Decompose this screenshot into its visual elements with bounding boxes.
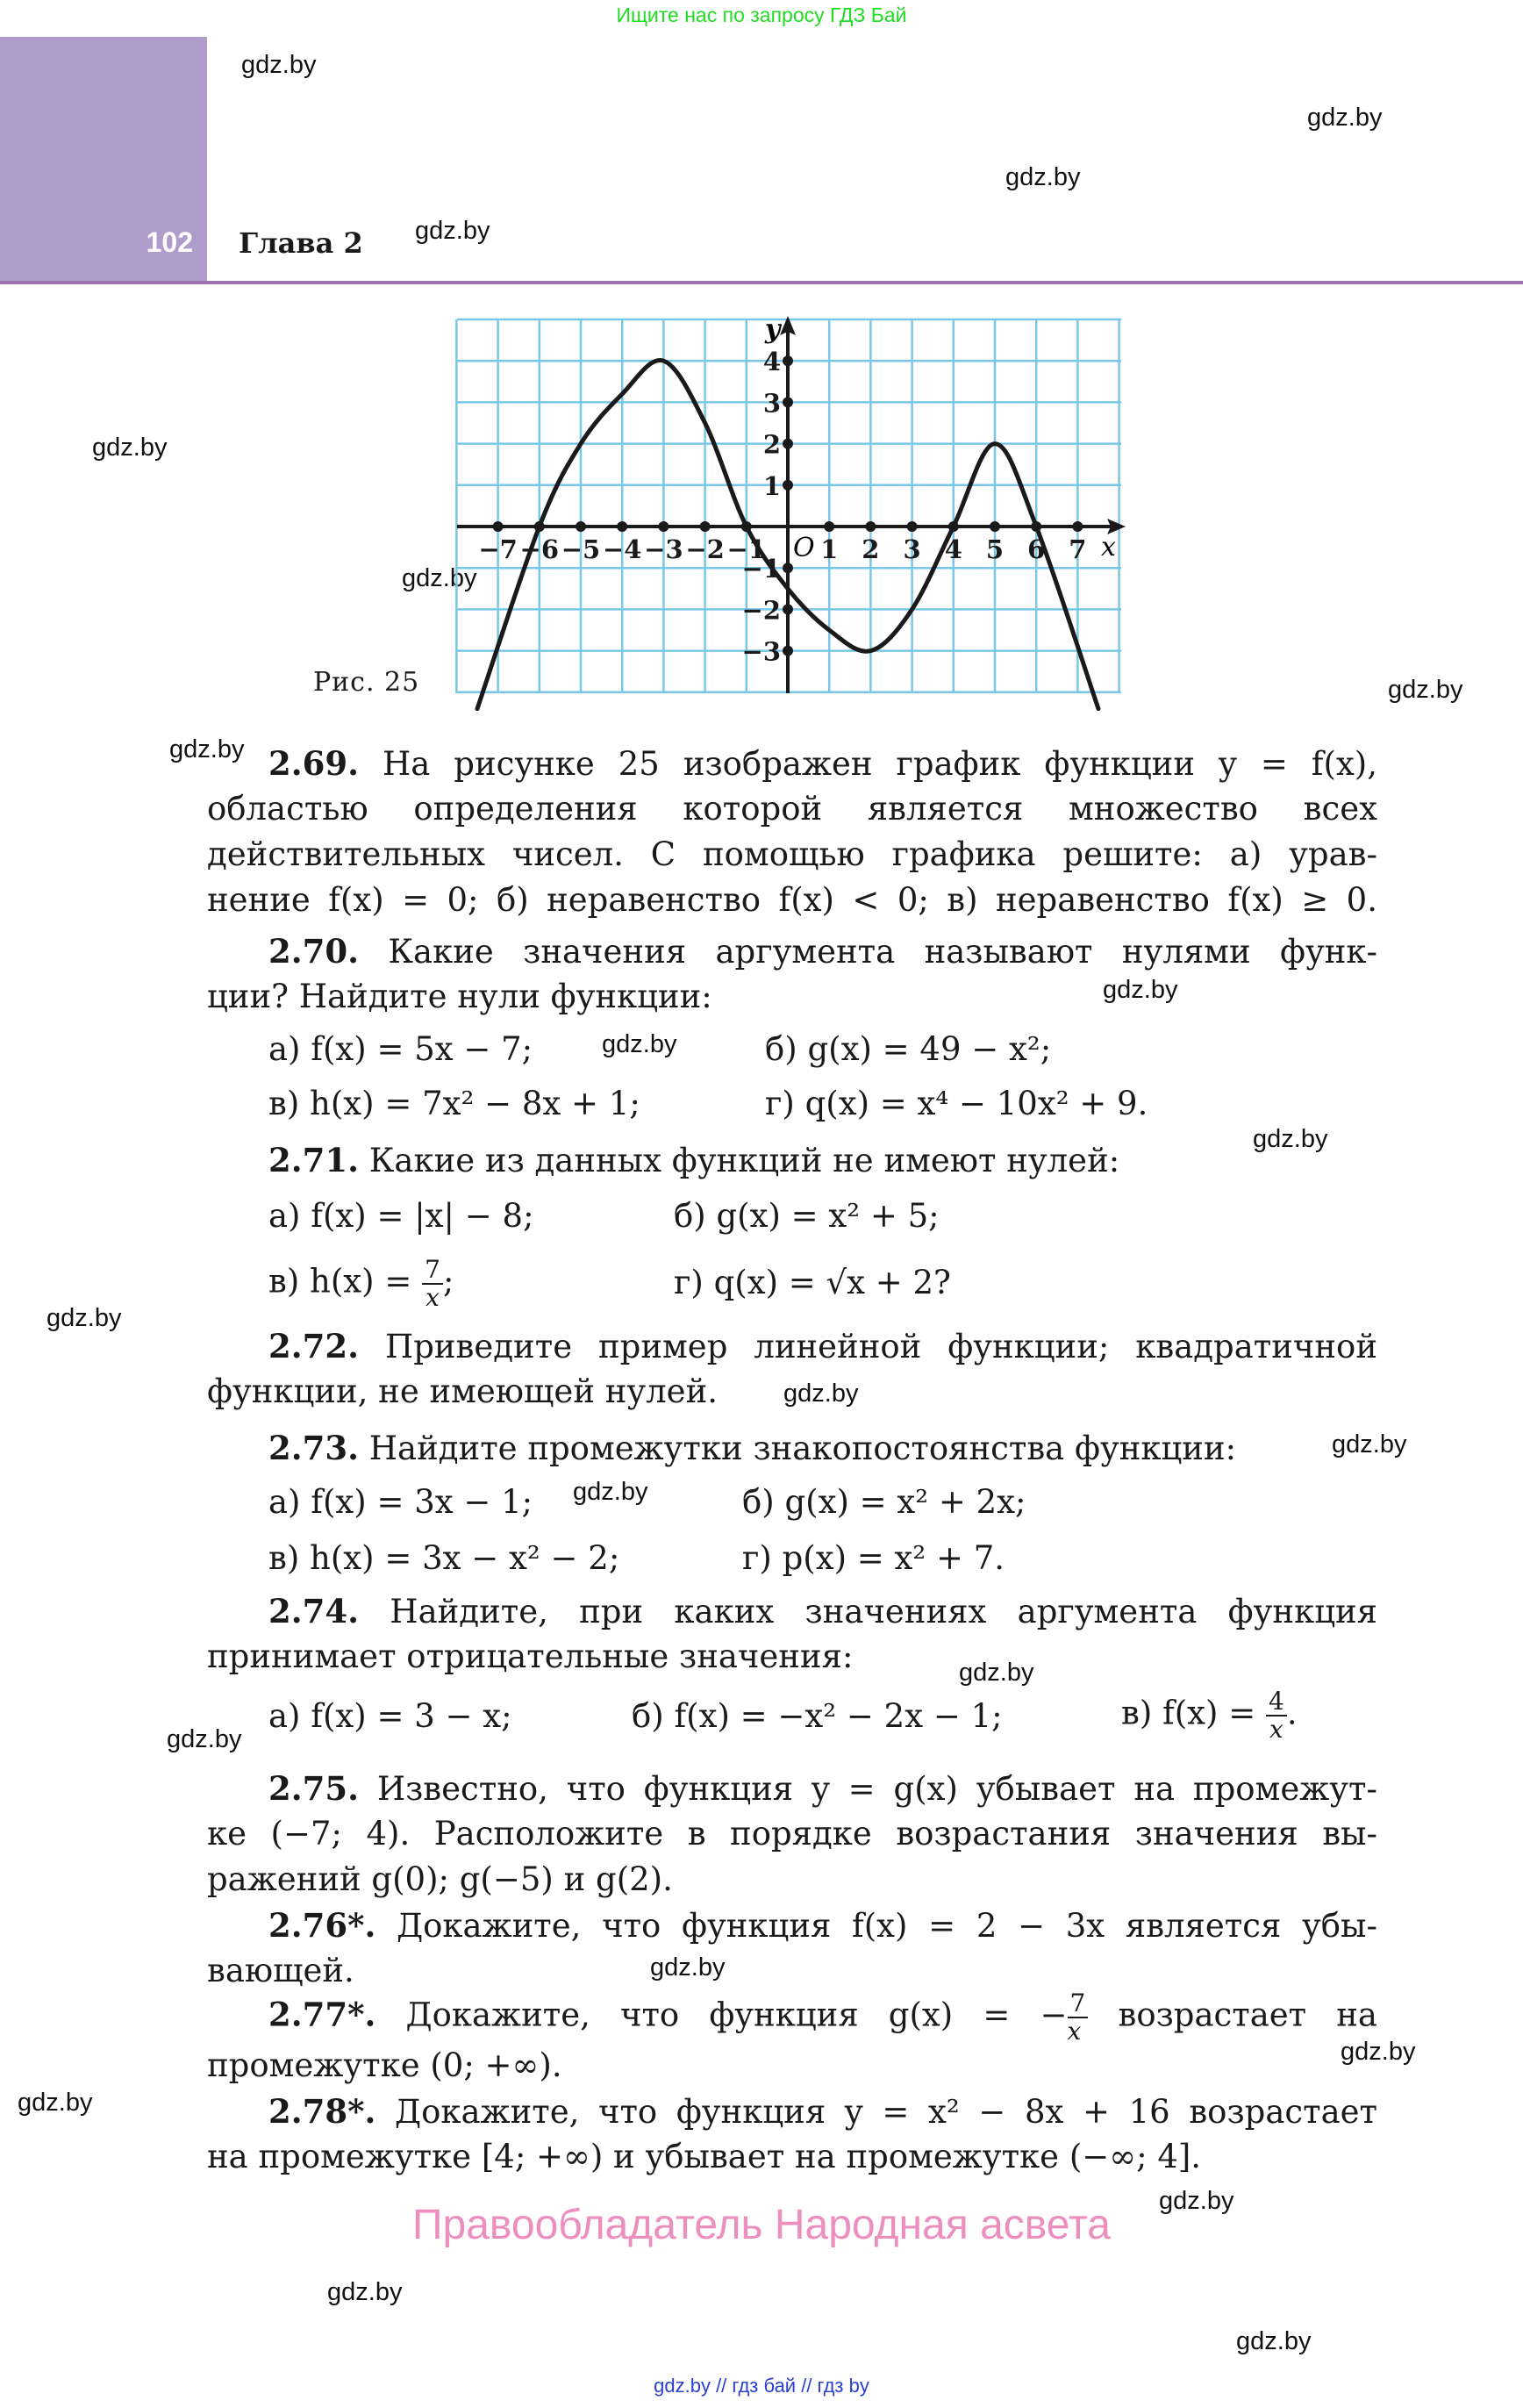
exercise-2-69: 2.69. На рисунке 25 изображен график функции y = f(x), <box>268 744 1378 783</box>
chapter-title: Глава 2 <box>239 226 363 260</box>
exercise-2-76: 2.76*. Докажите, что функция f(x) = 2 − 3x является убы- <box>268 1906 1378 1945</box>
watermark: gdz.by <box>1307 104 1383 132</box>
exercise-2-75: 2.75. Известно, что функция y = g(x) убывает на промежут- <box>268 1769 1377 1808</box>
svg-text:−2: −2 <box>685 534 725 564</box>
exercise-list: 2.69. На рисунке 25 изображен график функции y = f(x), областью определения которой является множество всех действительных чисел. С помощью графика решите: а) урав- нение f(x) = 0; б) неравенство f(x) < 0; в) неравенство f(x) ≥ 0. 2.70. Какие значения аргумента называют нулями функ- ции? Найдите нули функции: а) f(x) = 5x − 7; б) g(x) = 49 − x²; в) h(x) = 7x² − 8x + 1; г) q(x) = x⁴ − 10x² + 9. 2.71. Какие из данных функций не имеют нулей: а) f(x) = |x| − 8; б) g(x) = x² + 5; в) h(x) = $\frac{7}{x}$ ; г) q(x) = √x + 2? 2.72. Приведите пример линейной функции; квадратичной функции, не имеющей нулей. 2.73. Найдите промежутки знакопостоянства функции: а) f(x) = 3x − 1; б) g(x) = x² + 2x; в) h(x) = 3x − x² − 2; г) p(x) = x² + 7. 2.74. Найдите, при каких значениях аргумента функция принимает отрицательные значения: а) f(x) = 3 − x; б) f(x) = −x² − 2x − 1; в) f(x) = $\frac{4}{x}$ . 2.75. Известно, что функция y = g(x) убывает на промежут- ке (−7; 4). Расположите в порядке возрастания значения вы- ражений g(0); g(−5) и g(2). 2.76*. Докажите, что функция f(x) = 2 − 3x является убы- вающей. 2.77*. Докажите, что функция g(x) = − $\frac{7}{x}$ возрастает на промежутке (0; +∞). 2.78*. Докажите, что функция y = x² − 8x + 16 возрастает на промежутке [4; +∞) и убывает на промежутке (−∞; 4]. <box>207 741 1377 2180</box>
watermark: gdz.by <box>46 1304 122 1332</box>
exercise-2-78: 2.78*. Докажите, что функция y = x² − 8x + 16 возрастает <box>268 2092 1377 2131</box>
svg-text:−2: −2 <box>741 595 781 626</box>
svg-text:3: 3 <box>762 388 781 419</box>
origin-label: O <box>793 533 815 563</box>
svg-text:−6: −6 <box>519 534 560 564</box>
watermark: gdz.by <box>1388 676 1463 704</box>
exercise-2-77: 2.77*. Докажите, что функция g(x) = − $\frac{7}{x}$ возрастает на <box>268 1989 1377 2046</box>
top-banner: Ищите нас по запросу ГДЗ Бай <box>616 4 907 26</box>
svg-text:2: 2 <box>862 534 880 564</box>
svg-text:2: 2 <box>762 429 781 460</box>
svg-text:6: 6 <box>1027 534 1046 564</box>
watermark: gdz.by <box>573 1478 648 1506</box>
watermark: gdz.by <box>18 2089 93 2117</box>
function-graph <box>439 307 1140 711</box>
svg-text:−7: −7 <box>478 534 518 564</box>
watermark: gdz.by <box>327 2278 403 2306</box>
exercise-2-70: 2.70. Какие значения аргумента называют нулями функ- <box>268 932 1377 971</box>
fraction: $\frac{7}{x}$ <box>422 1257 443 1311</box>
watermark: gdz.by <box>415 217 490 245</box>
watermark: gdz.by <box>1253 1125 1328 1153</box>
watermark: gdz.by <box>1005 163 1081 191</box>
watermark: gdz.by <box>783 1380 859 1408</box>
watermark: gdz.by <box>650 1953 726 1982</box>
watermark: gdz.by <box>602 1030 677 1058</box>
watermark: gdz.by <box>167 1725 242 1753</box>
watermark: gdz.by <box>402 564 477 592</box>
copyright-notice: Правообладатель Народная асвета <box>412 2202 1111 2248</box>
fraction: $\frac{4}{x}$ <box>1266 1688 1287 1743</box>
svg-text:−3: −3 <box>741 636 781 667</box>
svg-text:−5: −5 <box>561 534 601 564</box>
watermark: gdz.by <box>92 434 168 462</box>
exercise-2-71: 2.71. Какие из данных функций не имеют нулей: <box>268 1141 1120 1179</box>
watermark: gdz.by <box>1159 2187 1234 2215</box>
svg-text:−1: −1 <box>726 534 767 564</box>
exercise-2-74: 2.74. Найдите, при каких значениях аргумента функция <box>268 1592 1377 1630</box>
axes <box>457 316 1126 693</box>
y-axis-label: y <box>765 314 781 345</box>
svg-text:7: 7 <box>1069 534 1087 564</box>
page-number: 102 <box>146 226 193 258</box>
fraction: $\frac{7}{x}$ <box>1068 1990 1089 2045</box>
figure-caption: Рис. 25 <box>313 667 420 698</box>
watermark: gdz.by <box>1103 976 1178 1004</box>
watermark: gdz.by <box>1236 2327 1312 2355</box>
watermark: gdz.by <box>1332 1430 1407 1458</box>
svg-text:−1: −1 <box>741 554 781 584</box>
exercise-2-73: 2.73. Найдите промежутки знакопостоянства функции: <box>268 1429 1237 1467</box>
svg-text:1: 1 <box>762 470 781 501</box>
svg-text:4: 4 <box>944 534 962 564</box>
exercise-2-72: 2.72. Приведите пример линейной функции; квадратичной <box>268 1327 1377 1365</box>
svg-text:4: 4 <box>762 347 781 377</box>
svg-text:1: 1 <box>820 534 839 564</box>
watermark: gdz.by <box>241 51 317 79</box>
svg-text:5: 5 <box>985 534 1005 564</box>
svg-text:−4: −4 <box>602 534 642 564</box>
watermark: gdz.by <box>1341 2038 1416 2066</box>
svg-text:−3: −3 <box>644 534 683 564</box>
x-axis-label: x <box>1101 532 1116 563</box>
watermark: gdz.by <box>169 735 245 763</box>
header-divider <box>0 281 1523 284</box>
footer-links[interactable]: gdz.by // гдз бай // гдз by <box>654 2375 869 2397</box>
watermark: gdz.by <box>959 1659 1034 1687</box>
svg-text:3: 3 <box>903 534 921 564</box>
